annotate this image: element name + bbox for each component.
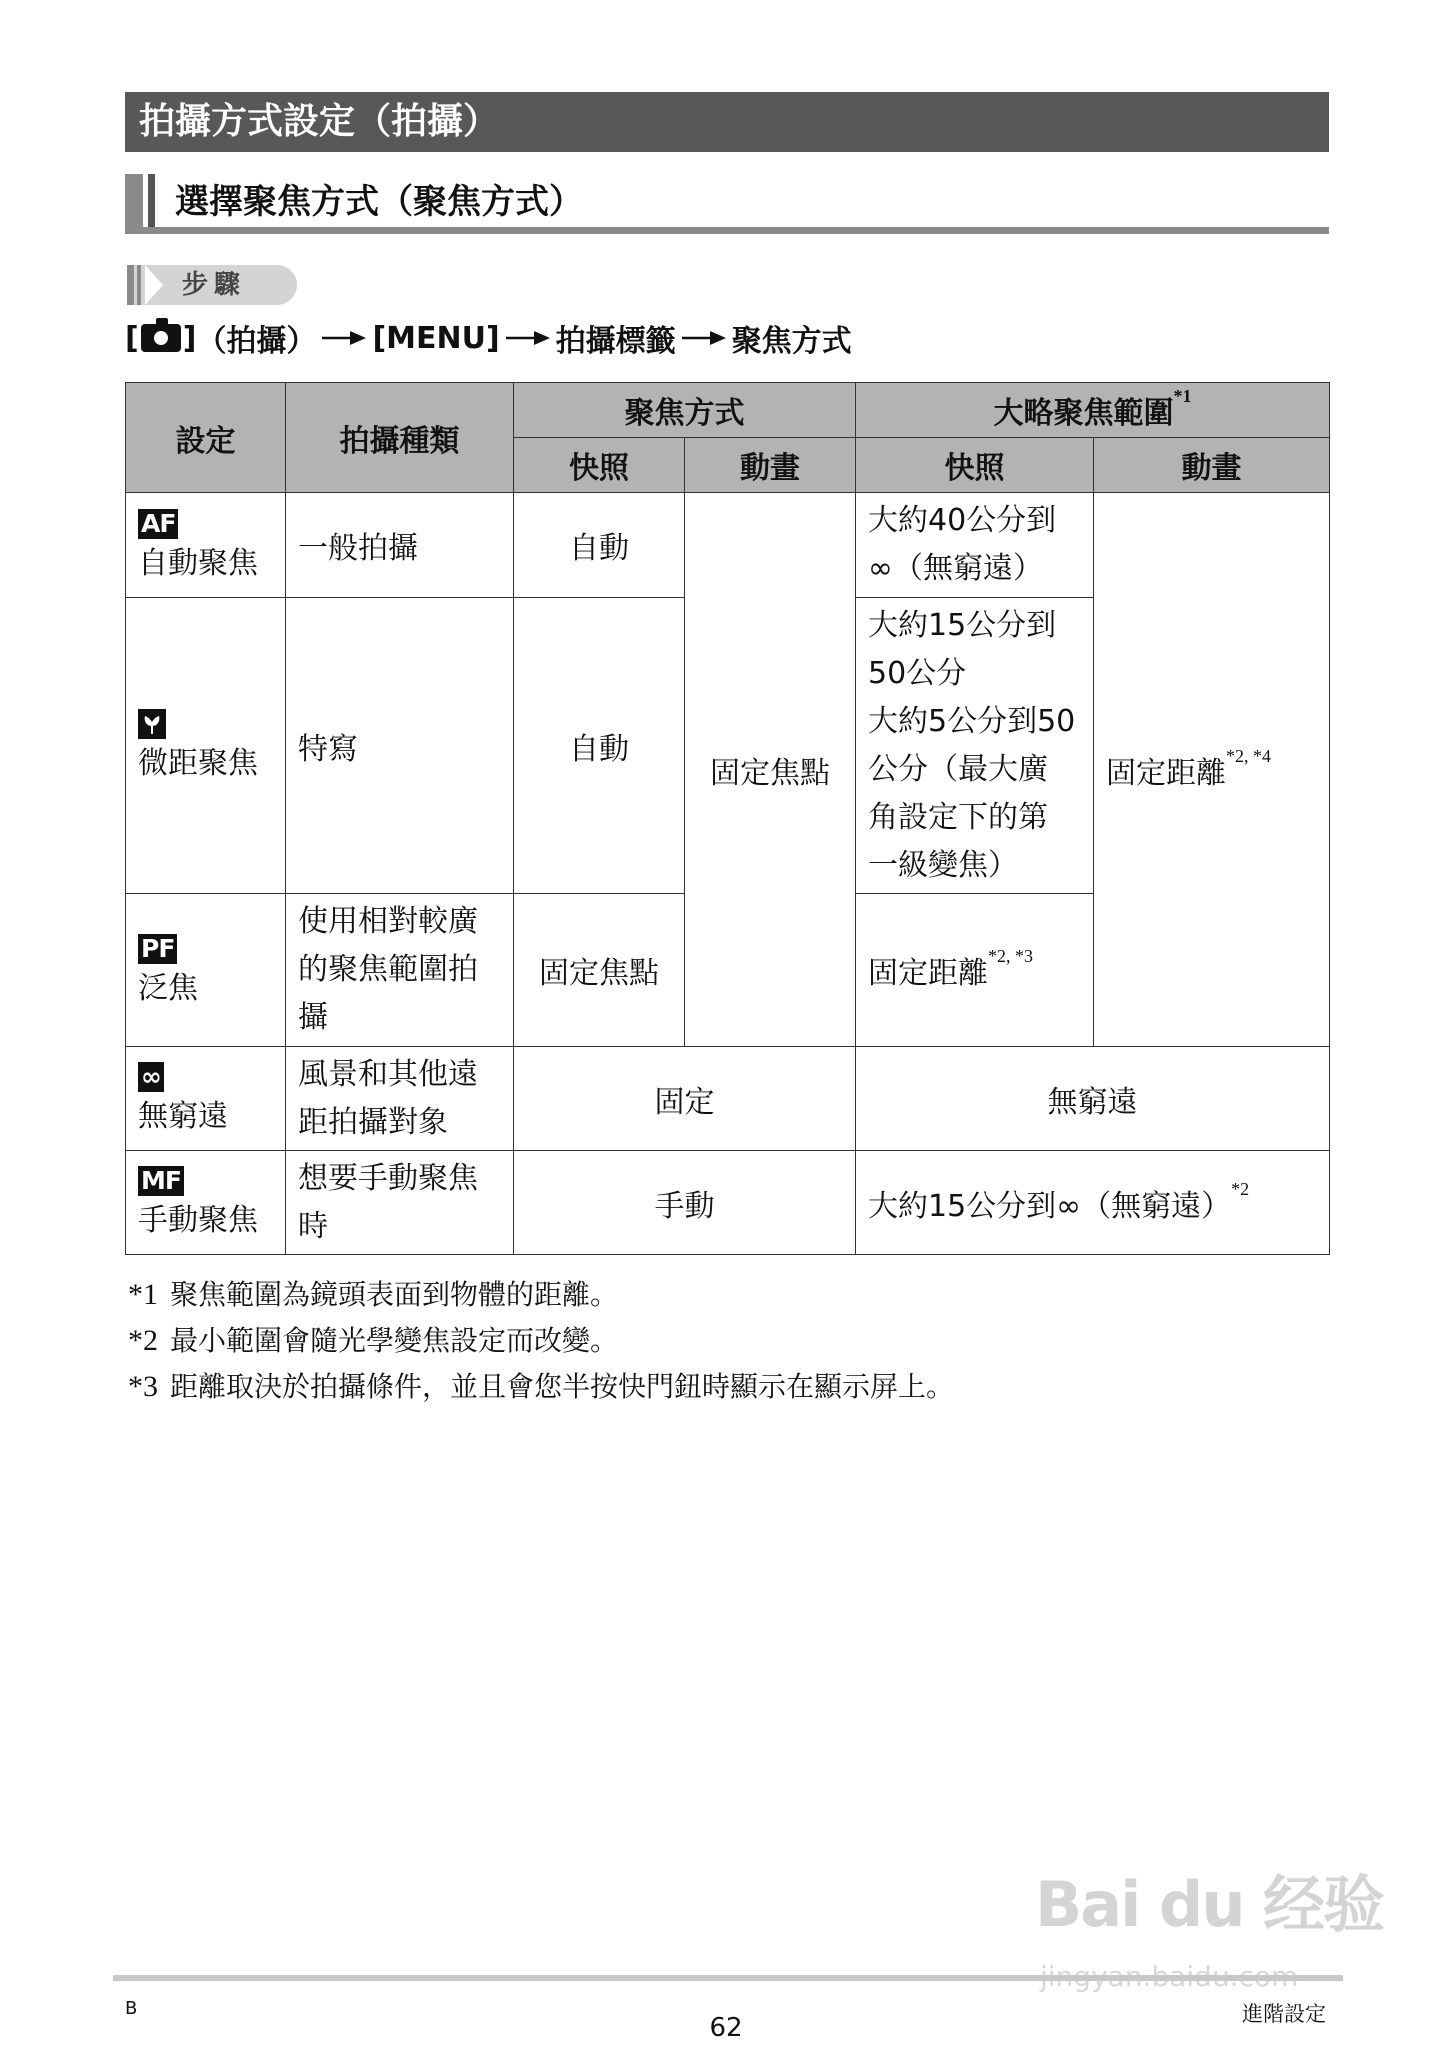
header-movie: 動畫: [1094, 438, 1330, 493]
pf-icon: PF: [138, 934, 177, 964]
navigation-path: [125, 316, 852, 360]
steps-label: 步驟: [182, 270, 247, 300]
range-merged: 無窮遠: [856, 1047, 1330, 1151]
focus-snapshot: 自動: [514, 598, 685, 894]
subsection-heading: [125, 172, 1329, 234]
watermark-logo: Bai du 经验: [1035, 1868, 1384, 1941]
footnote: *1 聚焦範圍為鏡頭表面到物體的距離。: [128, 1278, 619, 1311]
nav-step-menu: [MENU]: [372, 320, 500, 356]
focus-movie-merged: 固定焦點: [685, 493, 856, 1047]
header-setting: 設定: [126, 383, 286, 493]
range-merged: 大約15公分到∞（無窮遠）$^{*2}$: [856, 1151, 1330, 1255]
range-snapshot: 固定距離$^{*2, *3}$: [856, 894, 1094, 1047]
header-movie: 動畫: [685, 438, 856, 493]
focus-mode-table: [125, 382, 1330, 1255]
camera-icon: [141, 324, 181, 352]
heading-marker: [125, 174, 143, 227]
bracket-open: [: [125, 320, 139, 356]
arrow-right-icon: [506, 330, 550, 346]
header-focus-range: 大略聚焦範圍$^{*1}$: [856, 383, 1330, 438]
section-title: 拍攝方式設定（拍攝）: [125, 92, 1329, 152]
focus-merged: 手動: [514, 1151, 856, 1255]
mf-icon: MF: [138, 1166, 184, 1196]
nav-step-shoot: （拍攝）: [196, 324, 317, 359]
arrow-right-icon: [322, 330, 366, 346]
table-row: [126, 1151, 1330, 1255]
setting-name: 手動聚焦: [138, 1203, 258, 1238]
footnote: *3 距離取決於拍攝條件，並且會您半按快門鈕時顯示在顯示屏上。: [128, 1370, 955, 1403]
range-snapshot: 大約40公分到 ∞（無窮遠）: [856, 493, 1094, 598]
footer-section: 進階設定: [1242, 2002, 1326, 2026]
page-number: 62: [709, 2013, 743, 2043]
arrow-right-icon: [682, 330, 726, 346]
table-row: [126, 493, 1330, 598]
header-snapshot: 快照: [514, 438, 685, 493]
nav-step-focus: 聚焦方式: [731, 324, 852, 359]
range-snapshot: 大約15公分到 50公分 大約5公分到50 公分（最大廣 角設定下的第 一級變焦）: [856, 598, 1094, 894]
shooting-type: 一般拍攝: [286, 493, 514, 598]
header-focus-method: 聚焦方式: [514, 383, 856, 438]
header-type: 拍攝種類: [286, 383, 514, 493]
shooting-type: 使用相對較廣 的聚焦範圍拍 攝: [286, 894, 514, 1047]
focus-merged: 固定: [514, 1047, 856, 1151]
setting-name: 泛焦: [138, 970, 198, 1006]
setting-name: 無窮遠: [138, 1099, 228, 1134]
footnotes: [128, 1272, 954, 1410]
shooting-type: 想要手動聚焦 時: [286, 1151, 514, 1255]
shooting-type: 特寫: [286, 598, 514, 894]
focus-snapshot: 固定焦點: [514, 894, 685, 1047]
nav-step-tab: 拍攝標籤: [555, 324, 676, 359]
macro-icon: [138, 709, 166, 739]
footnote: *2 最小範圍會隨光學變焦設定而改變。: [128, 1324, 619, 1357]
footer-left: B: [125, 1998, 138, 2019]
subsection-title: 選擇聚焦方式（聚焦方式）: [175, 182, 583, 222]
setting-name: 自動聚焦: [138, 545, 258, 581]
footer-divider: [113, 1975, 1343, 1981]
steps-label-pill: [127, 265, 297, 305]
table-row: [126, 1047, 1330, 1151]
focus-snapshot: 自動: [514, 493, 685, 598]
heading-marker-thin: [148, 174, 155, 227]
bracket-close: ]: [182, 320, 197, 356]
setting-name: 微距聚焦: [138, 746, 258, 781]
shooting-type: 風景和其他遠 距拍攝對象: [286, 1047, 514, 1151]
header-snapshot: 快照: [856, 438, 1094, 493]
range-movie-merged: 固定距離$^{*2, *4}$: [1094, 493, 1330, 1047]
infinity-icon: ∞: [138, 1062, 164, 1092]
af-icon: AF: [138, 509, 178, 539]
